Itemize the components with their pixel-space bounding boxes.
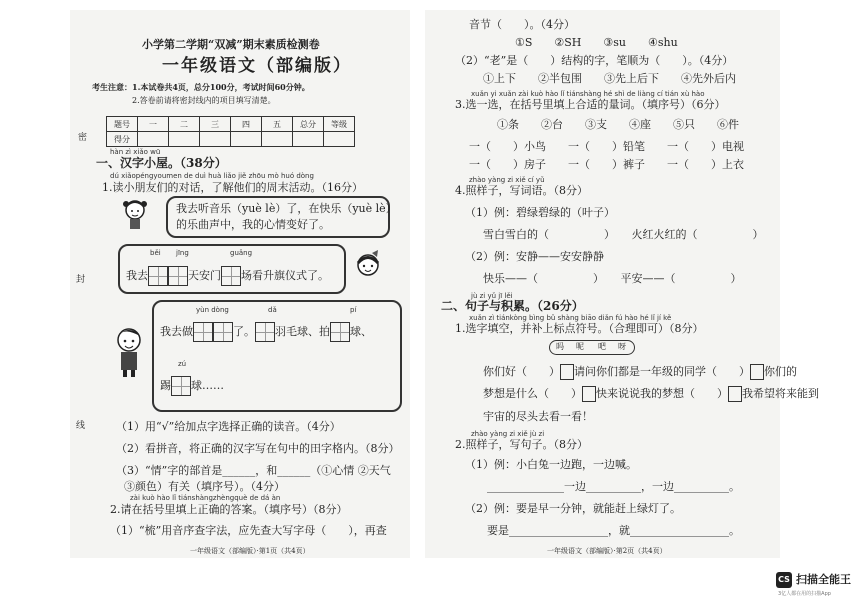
- q5-line2c: 我希望将来能到: [742, 387, 819, 400]
- q5-line3: 宇宙的尽头去看一看！: [483, 410, 593, 423]
- bubble3-sentence-2: [160, 376, 224, 396]
- write-grid-da[interactable]: [255, 322, 275, 342]
- score-cell[interactable]: [169, 132, 200, 147]
- q4-example-1: （1）例：碧绿碧绿的（叶子）: [465, 206, 615, 219]
- q4-pinyin: zhào yàng zi xiě cí yǔ: [469, 176, 545, 184]
- write-grid-dong[interactable]: [213, 322, 233, 342]
- score-table-header: 二: [169, 117, 200, 132]
- bubble3-pinyin-da: dǎ: [268, 306, 277, 314]
- write-grid-zu[interactable]: [171, 376, 191, 396]
- bubble3-pinyin-yundong: yùn dòng: [196, 306, 229, 314]
- bubble3-line2b: 球……: [191, 379, 224, 392]
- scanner-brand: 扫描全能王: [796, 573, 851, 586]
- punct-slot[interactable]: [582, 386, 596, 402]
- bubble2-pinyin-guang: guǎng: [230, 249, 253, 257]
- bubble3-pre: 我去做: [160, 325, 193, 338]
- write-grid-bei[interactable]: [148, 266, 168, 286]
- q2-text: 2.请在括号里填上正确的答案。（填序号）（8分）: [110, 503, 348, 516]
- score-table-header-row: [107, 117, 355, 132]
- q2-options-1: ①S ②SH ③su ④shu: [515, 36, 678, 49]
- q1-sub3b: ③颜色）有关（填序号）。（4分）: [124, 480, 285, 493]
- q6-example-2: （2）例：要是早一分钟，就能赶上绿灯了。: [465, 502, 681, 515]
- score-cell[interactable]: [293, 132, 324, 147]
- bubble2-pinyin-bei: běi: [150, 249, 161, 257]
- bubble3-sentence: [160, 322, 372, 342]
- bubble3-pinyin-zu: zú: [178, 360, 187, 368]
- bubble3-line2a: 踢: [160, 379, 171, 392]
- punct-slot[interactable]: [750, 364, 764, 380]
- q5-text: 1.选字填空，并补上标点符号。（合理即可）（8分）: [455, 322, 704, 335]
- score-cell[interactable]: [324, 132, 355, 147]
- score-table-header: 四: [231, 117, 262, 132]
- q6-pinyin: zhào yàng zi xiě jù zi: [471, 430, 545, 438]
- q3-text: 3.选一选，在括号里填上合适的量词。（填序号）（6分）: [455, 98, 726, 111]
- bubble2-pre: 我去: [126, 269, 148, 282]
- q1-sub3a: （3）“情”字的部首是______，和______（①心情 ②天气: [116, 464, 391, 477]
- q5-line2b: 快来说说我的梦想（ ）: [596, 387, 728, 400]
- score-table-header: 三: [200, 117, 231, 132]
- write-grid-yun[interactable]: [193, 322, 213, 342]
- speech-bubble-music: [166, 196, 397, 238]
- speech-bubble-sports: [152, 300, 402, 412]
- section1-title: 一、汉字小屋。（38分）: [96, 156, 227, 170]
- bubble3-post: 球、: [350, 325, 372, 338]
- q6-row1: ______________一边__________，一边__________。: [487, 480, 740, 493]
- q5-line1c: 你们的: [764, 365, 797, 378]
- q2-options-2: ①上下 ②半包围 ③先上后下 ④先外后内: [483, 72, 736, 85]
- q5-option: 呢: [576, 342, 584, 351]
- q5-option: 呀: [618, 342, 626, 351]
- q4-row1: 雪白雪白的（ ） 火红火红的（ ）: [483, 228, 764, 241]
- score-cell[interactable]: [200, 132, 231, 147]
- q5-line1b: 请问你们都是一年级的同学（ ）: [574, 365, 750, 378]
- q3-options: ①条 ②台 ③支 ④座 ⑤只 ⑥件: [497, 118, 739, 131]
- q4-text: 4.照样子，写词语。（8分）: [455, 184, 588, 197]
- section2-pinyin: jù zi yǔ jī lěi: [471, 292, 513, 300]
- q1-sub2: （2）看拼音，将正确的汉字写在句中的田字格内。（8分）: [116, 442, 400, 455]
- q6-row2: 要是__________________，就__________________。: [487, 524, 740, 537]
- q2-sub2: （2）“老”是（ ）结构的字，笔顺为（ ）。（4分）: [455, 54, 734, 67]
- bubble2-pinyin-jing: jīng: [176, 249, 189, 257]
- subject-title: 一年级语文（部编版）: [162, 56, 352, 76]
- q5-line1: [483, 364, 797, 380]
- score-table-header: 总分: [293, 117, 324, 132]
- exam-page-2: [425, 10, 819, 558]
- q3-row2: 一（ ）房子 一（ ）裤子 一（ ）上衣: [469, 158, 744, 171]
- write-grid-pi[interactable]: [330, 322, 350, 342]
- notice-line-2: 2.答卷前请将密封线内的项目填写清楚。: [132, 96, 276, 105]
- score-table-header: 五: [262, 117, 293, 132]
- q5-line2: [483, 386, 819, 402]
- q1-text: 1.读小朋友们的对话，了解他们的周末活动。（16分）: [102, 181, 363, 194]
- seal-mark-feng: 封: [76, 275, 86, 285]
- score-cell[interactable]: [138, 132, 169, 147]
- exam-page-1: [70, 10, 410, 558]
- q6-text: 2.照样子，写句子。（8分）: [455, 438, 588, 451]
- punct-slot[interactable]: [560, 364, 574, 380]
- bubble1-line2: 的乐曲声中，我的心情变好了。: [176, 218, 330, 231]
- q4-example-2: （2）例：安静——安安静静: [465, 250, 604, 263]
- page1-footer: 一年级语文（部编版）·第1页（共4页）: [190, 547, 310, 555]
- girl-with-bow-avatar-icon: [354, 250, 382, 284]
- page2-footer: 一年级语文（部编版）·第2页（共4页）: [547, 547, 667, 555]
- score-table-header: 等级: [324, 117, 355, 132]
- score-cell[interactable]: [231, 132, 262, 147]
- q3-pinyin: xuǎn yi xuǎn zài kuò hào lǐ tiánshàng hé shì de liàng cí tián xù hào: [471, 90, 705, 98]
- q5-options-box: [549, 340, 635, 355]
- bubble2-sentence: [126, 266, 329, 286]
- boy-avatar-icon: [114, 326, 144, 378]
- write-grid-jing[interactable]: [168, 266, 188, 286]
- girl-avatar-icon: [122, 198, 148, 230]
- bubble2-mid: 天安门: [188, 269, 221, 282]
- q5-line1a: 你们好（ ）: [483, 365, 560, 378]
- score-table-header: 题号: [107, 117, 138, 132]
- bubble2-post: 场看升旗仪式了。: [241, 269, 329, 282]
- score-table-score-row: [107, 132, 355, 147]
- score-table: [106, 116, 355, 147]
- q2-sub1: （1）“梳”用音序查字法，应先查大写字母（ ），再查: [110, 524, 387, 537]
- q6-example-1: （1）例：小白兔一边跑，一边喊。: [465, 458, 637, 471]
- bubble1-line1: 我去听音乐（yuè lè）了，在快乐（yuè lè）: [176, 202, 397, 215]
- section1-pinyin: hàn zì xiǎo wū: [110, 148, 161, 156]
- seal-mark-mi: 密: [78, 133, 88, 143]
- notice-line-1: 考生注意：1.本试卷共4页，总分100分，考试时间60分钟。: [92, 82, 310, 92]
- scanner-tagline: 3亿人都在用的扫描App: [778, 591, 831, 597]
- score-table-header: 一: [138, 117, 169, 132]
- speech-bubble-beijing: [118, 244, 346, 294]
- section2-title: 二、句子与积累。（26分）: [441, 299, 584, 313]
- scanner-logo-icon: CS: [776, 572, 792, 588]
- bubble3-mid2: 羽毛球、拍: [275, 325, 330, 338]
- seal-mark-xian: 线: [76, 421, 86, 431]
- bubble3-pinyin-pi: pí: [350, 306, 357, 314]
- score-cell[interactable]: [262, 132, 293, 147]
- q1-pinyin: dú xiǎopéngyoumen de duì huà liǎo jiě zhōu mò huó dòng: [110, 172, 314, 180]
- punct-slot[interactable]: [728, 386, 742, 402]
- write-grid-guang[interactable]: [221, 266, 241, 286]
- score-row-label: 得分: [107, 132, 138, 147]
- q1-sub1: （1）用“√”给加点字选择正确的读音。（4分）: [116, 420, 341, 433]
- exam-title: 小学第二学期“双减”期末素质检测卷: [142, 38, 320, 51]
- q5-line2a: 梦想是什么（ ）: [483, 387, 582, 400]
- q4-row2: 快乐——（ ） 平安——（ ）: [483, 272, 742, 285]
- q2-pinyin: zài kuò hào lǐ tiánshàngzhèngquè de dá àn: [130, 494, 281, 502]
- bubble3-mid1: 了。: [233, 325, 255, 338]
- q5-option: 吧: [598, 342, 606, 351]
- q3-row1: 一（ ）小鸟 一（ ）铅笔 一（ ）电视: [469, 140, 744, 153]
- q2-sub1-cont: 音节（ ）。（4分）: [469, 18, 575, 31]
- q5-option: 吗: [556, 342, 564, 351]
- q5-pinyin: xuǎn zì tiánkòng bìng bǔ shàng biāo diǎn fú hào hé lǐ jí kě: [469, 314, 672, 322]
